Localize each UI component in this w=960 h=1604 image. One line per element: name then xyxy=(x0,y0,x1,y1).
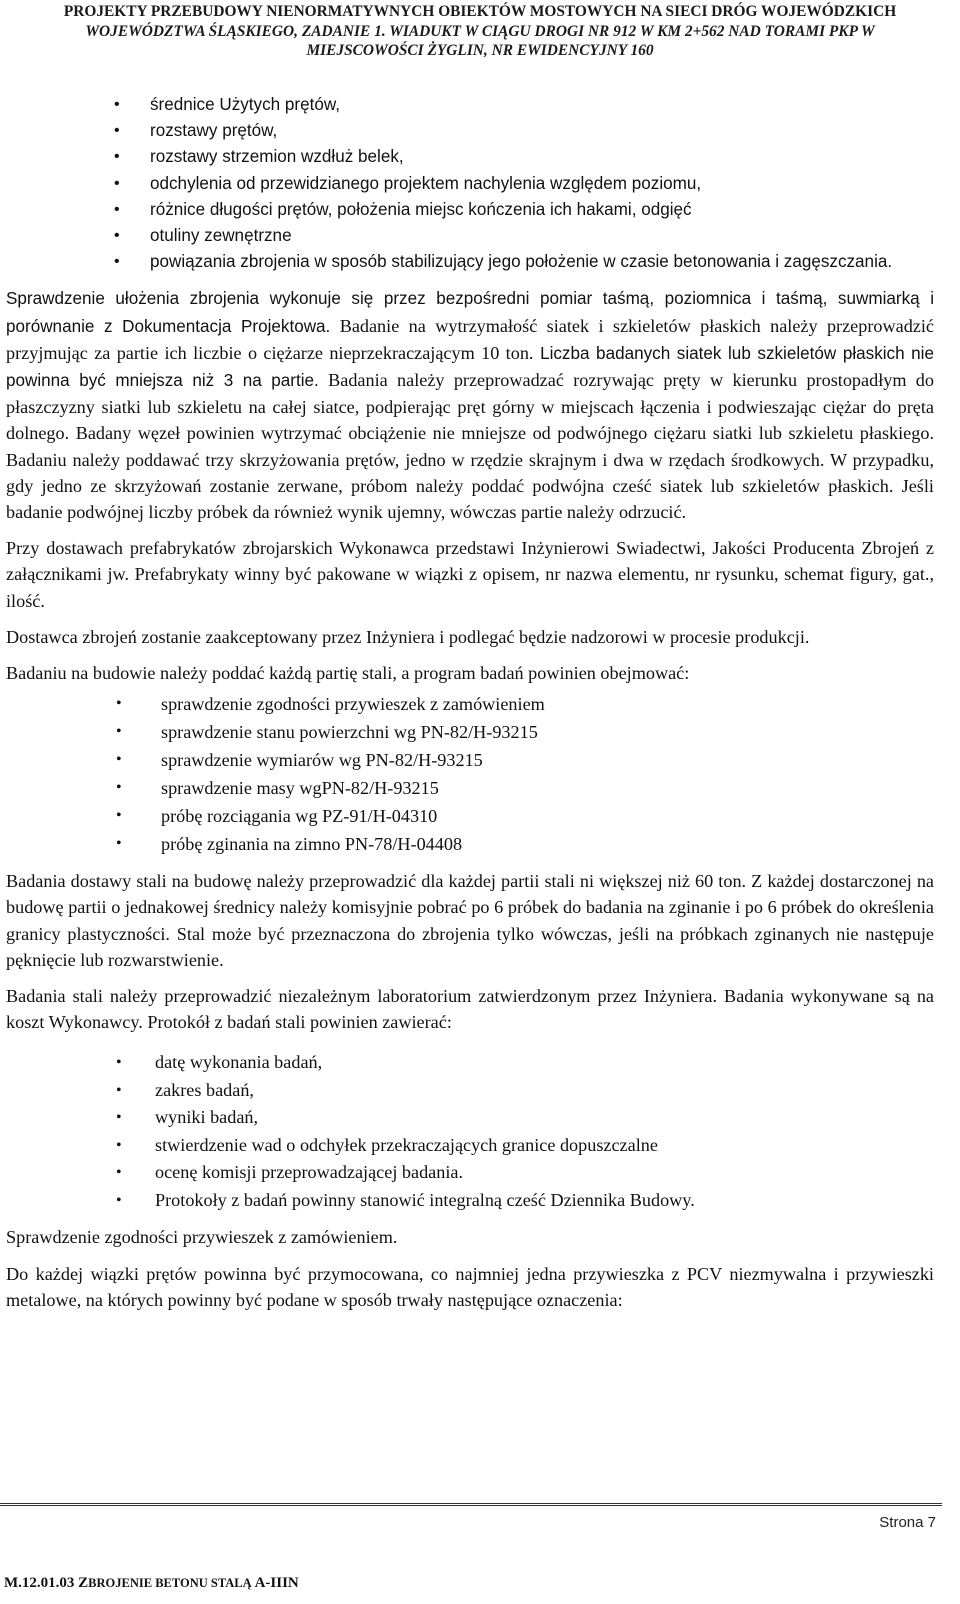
inspection-list xyxy=(6,92,934,275)
bullet-icon: • xyxy=(114,200,120,218)
test-program-list xyxy=(6,690,934,858)
page-content xyxy=(6,92,934,1323)
bullet-icon: • xyxy=(114,253,120,271)
bullet-icon: • xyxy=(116,779,122,797)
list-item: • otuliny zewnętrzne xyxy=(6,223,934,249)
list-item: • stwierdzenie wad o odchyłek przekraczających granice dopuszczalne xyxy=(6,1132,934,1160)
list-item: • próbę rozciągania wg PZ-91/H-04310 xyxy=(6,802,934,830)
header-line-3: MIEJSCOWOŚCI ŻYGLIN, NR EWIDENCYJNY 160 xyxy=(306,42,654,59)
list-item: • odchylenia od przewidzianego projektem nachylenia względem poziomu, xyxy=(6,171,934,197)
list-item: • wyniki badań, xyxy=(6,1104,934,1132)
bullet-icon: • xyxy=(116,1054,122,1072)
bullet-icon: • xyxy=(114,174,120,192)
header-line-1: PROJEKTY PRZEBUDOWY NIENORMATYWNYCH OBIEKTÓW MOSTOWYCH NA SIECI DRÓG WOJEWÓDZKICH xyxy=(63,3,897,20)
bullet-icon: • xyxy=(116,1136,122,1154)
header-line-2: WOJEWÓDZTWA ŚLĄSKIEGO, ZADANIE 1. WIADUKT W CIĄGU DROGI NR 912 W KM 2+562 NAD TORAMI PKP W xyxy=(85,22,875,40)
footer-divider xyxy=(0,1503,942,1506)
bullet-icon: • xyxy=(116,1164,122,1182)
list-item: • powiązania zbrojenia w sposób stabilizujący jego położenie w czasie betonowania i zagęszczania. xyxy=(6,249,934,275)
paragraph-test-program: Badaniu na budowie należy poddać każdą partię stali, a program badań powinien obejmować: xyxy=(6,663,690,684)
paragraph-steel-delivery: Badania dostawy stali na budowę należy przeprowadzić dla każdej partii stali ni większej niż 60 ton. Z każdej dostarczonej na budowę partii o jednakowej średnicy należy komisyjnie pobrać po 6 próbek do badania na zginanie i po 6 próbek do określenia granicy plastyczności. Stal może być przeznaczona do zbrojenia tylko wówczas, jeśli na próbkach zginanych nie następuje pęknięcie lub rozwarstwienie. xyxy=(6,871,934,970)
spec-reference: M.12.01.03 ZBROJENIE BETONU STALĄ A-IIIN xyxy=(4,1575,299,1591)
paragraph-supplier: Dostawca zbrojeń zostanie zaakceptowany przez Inżyniera i podlegać będzie nadzorowi w procesie produkcji. xyxy=(6,626,810,647)
bullet-icon: • xyxy=(116,751,122,769)
bullet-icon: • xyxy=(116,1081,122,1099)
bullet-icon: • xyxy=(116,807,122,825)
list-item: • sprawdzenie masy wgPN-82/H-93215 xyxy=(6,774,934,802)
paragraph-tag-requirements: Do każdej wiązki prętów powinna być przymocowana, co najmniej jedna przywieszka z PCV niezmywalna i przywieszki metalowe, na których powinny być podane w sposób trwały następujące oznaczenia: xyxy=(6,1263,934,1310)
paragraph-reinforcement-check: Sprawdzenie ułożenia zbrojenia wykonuje się przez bezpośredni pomiar taśmą, poziomnica i taśmą, suwmiarką i porównanie z Dokumentacja Projektowa. Badanie na wytrzymałość siatek i szkieletów płaskich należy przeprowadzić przyjmując za partie ich liczbie o ciężarze nieprzekraczającym 10 ton. Liczba badanych siatek lub szkieletów płaskich nie powinna być mniejsza niż 3 na partie. Badania należy przeprowadzać rozrywając pręty w kierunku prostopadłym do płaszczyzny siatki lub szkieletu na całej siatce, podpierając pręt górny w miejscach łączenia i podwieszając ciężar do pręta dolnego. Badany węzeł powinien wytrzymać obciążenie nie mniejsze od podwójnego ciężaru siatki lub szkieletu płaskiego. Badaniu należy poddawać trzy skrzyżowania prętów, jedno w rzędzie skrajnym i dwa w rzędach środkowych. W przypadku, gdy jedno ze skrzyżowań zostanie zerwane, próbom należy poddać podwójna cześć siatek lub szkieletów płaskich. Jeśli badanie podwójnej liczby próbek da również wynik ujemny, wówczas partie należy odrzucić. xyxy=(6,289,934,523)
list-item: • sprawdzenie stanu powierzchni wg PN-82/H-93215 xyxy=(6,718,934,746)
list-item: • datę wykonania badań, xyxy=(6,1049,934,1077)
list-item: • sprawdzenie zgodności przywieszek z zamówieniem xyxy=(6,690,934,718)
bullet-icon: • xyxy=(114,122,120,140)
protocol-contents-list xyxy=(6,1049,934,1214)
bullet-icon: • xyxy=(116,835,122,853)
list-item: • Protokoły z badań powinny stanowić integralną cześć Dziennika Budowy. xyxy=(6,1187,934,1215)
list-item: • ocenę komisji przeprowadzającej badania. xyxy=(6,1159,934,1187)
paragraph-lab-tests: Badania stali należy przeprowadzić niezależnym laboratorium zatwierdzonym przez Inżyniera. Badania wykonywane są na koszt Wykonawcy. Protokół z badań stali powinien zawierać: xyxy=(6,986,934,1033)
paragraph-tag-check: Sprawdzenie zgodności przywieszek z zamówieniem. xyxy=(6,1227,398,1248)
list-item: • rozstawy strzemion wzdłuż belek, xyxy=(6,144,934,170)
list-item: • rozstawy prętów, xyxy=(6,118,934,144)
bullet-icon: • xyxy=(116,1191,122,1209)
page-header xyxy=(0,2,960,61)
bullet-icon: • xyxy=(116,695,122,713)
list-item: • próbę zginania na zimno PN-78/H-04408 xyxy=(6,830,934,858)
list-item: • średnice Użytych prętów, xyxy=(6,92,934,118)
bullet-icon: • xyxy=(114,227,120,245)
bullet-icon: • xyxy=(114,96,120,113)
list-item: • sprawdzenie wymiarów wg PN-82/H-93215 xyxy=(6,746,934,774)
bullet-icon: • xyxy=(114,148,120,166)
paragraph-prefab-delivery: Przy dostawach prefabrykatów zbrojarskich Wykonawca przedstawi Inżynierowi Swiadectwi, Jakości Producenta Zbrojeń z załącznikami jw. Prefabrykaty winny być pakowane w wiązki z opisem, nr nazwa elementu, nr rysunku, schemat figury, gat., ilość. xyxy=(6,538,934,611)
bullet-icon: • xyxy=(116,723,122,741)
list-item: • zakres badań, xyxy=(6,1077,934,1105)
page-number: Strona 7 xyxy=(879,1514,936,1531)
bullet-icon: • xyxy=(116,1109,122,1127)
list-item: • różnice długości prętów, położenia miejsc kończenia ich hakami, odgięć xyxy=(6,197,934,223)
